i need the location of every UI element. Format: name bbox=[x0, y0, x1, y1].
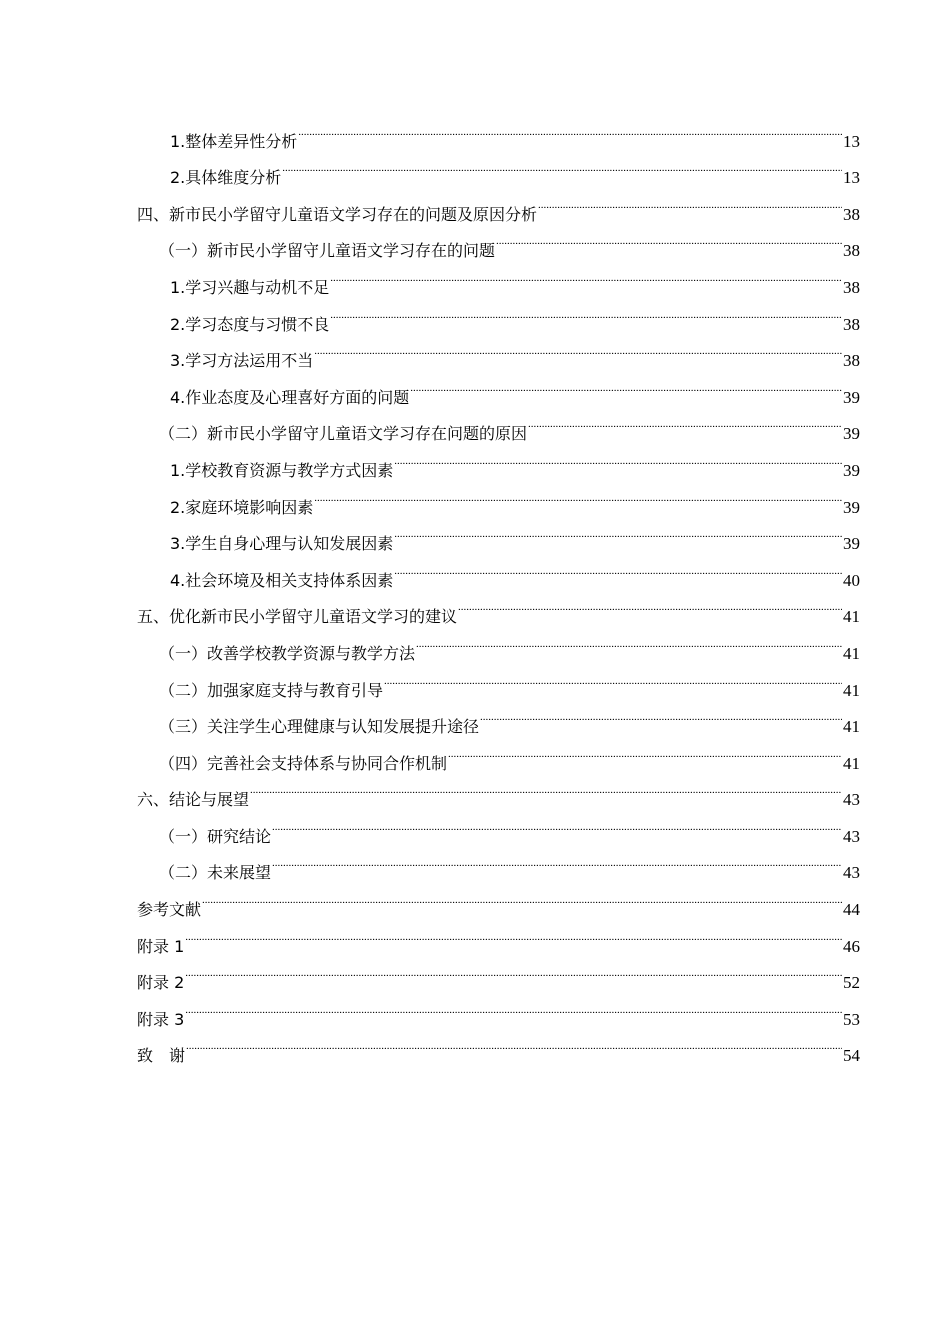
toc-page-number: 43 bbox=[843, 863, 860, 883]
toc-entry-title: （三）关注学生心理健康与认知发展提升途径 bbox=[159, 717, 480, 737]
toc-leader-dots bbox=[416, 622, 842, 659]
toc-leader-dots bbox=[314, 330, 842, 367]
toc-entry-title: 附录 3 bbox=[137, 1009, 185, 1029]
toc-page-number: 38 bbox=[843, 241, 860, 261]
toc-page-number: 54 bbox=[843, 1046, 860, 1066]
toc-leader-dots bbox=[185, 988, 842, 1025]
toc-page-number: 41 bbox=[843, 717, 860, 737]
toc-leader-dots bbox=[298, 110, 842, 147]
toc-page-number: 39 bbox=[843, 424, 860, 444]
toc-entry-title: 致 谢 bbox=[137, 1046, 186, 1066]
toc-page-number: 38 bbox=[843, 314, 860, 334]
toc-entry[interactable] bbox=[137, 1025, 860, 1066]
toc-leader-dots bbox=[186, 1025, 842, 1062]
toc-page-number: 39 bbox=[843, 460, 860, 480]
toc-leader-dots bbox=[282, 147, 842, 184]
toc-entry-title: 4.社会环境及相关支持体系因素 bbox=[170, 570, 394, 590]
toc-page-number: 38 bbox=[843, 277, 860, 297]
toc-page-number: 39 bbox=[843, 387, 860, 407]
toc-entry-title: （一）研究结论 bbox=[159, 826, 272, 846]
toc-entry-title: 五、优化新市民小学留守儿童语文学习的建议 bbox=[137, 607, 458, 627]
toc-page-number: 40 bbox=[843, 570, 860, 590]
toc-page-number: 43 bbox=[843, 826, 860, 846]
toc-leader-dots bbox=[410, 366, 842, 403]
toc-entry[interactable] bbox=[137, 915, 860, 956]
toc-entry-title: 六、结论与展望 bbox=[137, 790, 250, 810]
toc-entry-title: 3.学生自身心理与认知发展因素 bbox=[170, 534, 394, 554]
toc-page-number: 13 bbox=[843, 168, 860, 188]
toc-entry[interactable] bbox=[137, 952, 860, 993]
toc-page-number: 13 bbox=[843, 131, 860, 151]
table-of-contents bbox=[137, 110, 860, 1066]
toc-page-number: 41 bbox=[843, 607, 860, 627]
toc-entry-title: （一）改善学校教学资源与教学方法 bbox=[159, 643, 416, 663]
toc-entry-title: 1.学校教育资源与教学方式因素 bbox=[170, 460, 394, 480]
toc-entry-title: （二）未来展望 bbox=[159, 863, 272, 883]
toc-leader-dots bbox=[496, 220, 842, 257]
toc-page-number: 39 bbox=[843, 534, 860, 554]
toc-entry-title: 1.学习兴趣与动机不足 bbox=[170, 277, 330, 297]
toc-entry-title: （二）加强家庭支持与教育引导 bbox=[159, 680, 384, 700]
toc-entry-title: 3.学习方法运用不当 bbox=[170, 351, 314, 371]
toc-page-number: 38 bbox=[843, 204, 860, 224]
toc-page-number: 38 bbox=[843, 351, 860, 371]
toc-leader-dots bbox=[384, 659, 842, 696]
toc-page-number: 43 bbox=[843, 790, 860, 810]
toc-leader-dots bbox=[250, 769, 842, 806]
toc-page-number: 53 bbox=[843, 1009, 860, 1029]
toc-leader-dots bbox=[202, 878, 842, 915]
toc-entry-title: 2.家庭环境影响因素 bbox=[170, 497, 314, 517]
toc-entry-title: 附录 1 bbox=[137, 936, 185, 956]
toc-entry[interactable] bbox=[137, 110, 860, 151]
toc-entry[interactable] bbox=[137, 988, 860, 1029]
toc-page-number: 41 bbox=[843, 753, 860, 773]
toc-leader-dots bbox=[185, 915, 842, 952]
toc-leader-dots bbox=[330, 293, 842, 330]
toc-entry[interactable] bbox=[137, 878, 860, 920]
toc-entry-title: 4.作业态度及心理喜好方面的问题 bbox=[170, 387, 410, 407]
toc-leader-dots bbox=[448, 732, 842, 769]
toc-leader-dots bbox=[394, 513, 842, 550]
toc-leader-dots bbox=[458, 586, 842, 623]
toc-entry-title: 2.具体维度分析 bbox=[170, 168, 282, 188]
toc-entry-title: 1.整体差异性分析 bbox=[170, 131, 298, 151]
toc-entry-title: 附录 2 bbox=[137, 973, 185, 993]
toc-leader-dots bbox=[528, 403, 842, 440]
toc-page-number: 44 bbox=[843, 900, 860, 920]
toc-leader-dots bbox=[394, 549, 842, 586]
toc-leader-dots bbox=[314, 476, 842, 513]
toc-page-number: 52 bbox=[843, 973, 860, 993]
toc-leader-dots bbox=[394, 439, 842, 476]
toc-entry-title: （二）新市民小学留守儿童语文学习存在问题的原因 bbox=[159, 424, 528, 444]
toc-page-number: 39 bbox=[843, 497, 860, 517]
toc-entry-title: （一）新市民小学留守儿童语文学习存在的问题 bbox=[159, 241, 496, 261]
toc-leader-dots bbox=[272, 805, 842, 842]
toc-leader-dots bbox=[272, 842, 842, 879]
toc-entry-title: 参考文献 bbox=[137, 900, 202, 920]
toc-page-number: 41 bbox=[843, 643, 860, 663]
toc-leader-dots bbox=[330, 256, 842, 293]
toc-entry-title: （四）完善社会支持体系与协同合作机制 bbox=[159, 753, 448, 773]
toc-leader-dots bbox=[538, 183, 842, 220]
toc-page-number: 41 bbox=[843, 680, 860, 700]
toc-entry-title: 2.学习态度与习惯不良 bbox=[170, 314, 330, 334]
toc-leader-dots bbox=[185, 952, 842, 989]
toc-entry-title: 四、新市民小学留守儿童语文学习存在的问题及原因分析 bbox=[137, 204, 538, 224]
toc-page-number: 46 bbox=[843, 936, 860, 956]
toc-leader-dots bbox=[480, 696, 842, 733]
